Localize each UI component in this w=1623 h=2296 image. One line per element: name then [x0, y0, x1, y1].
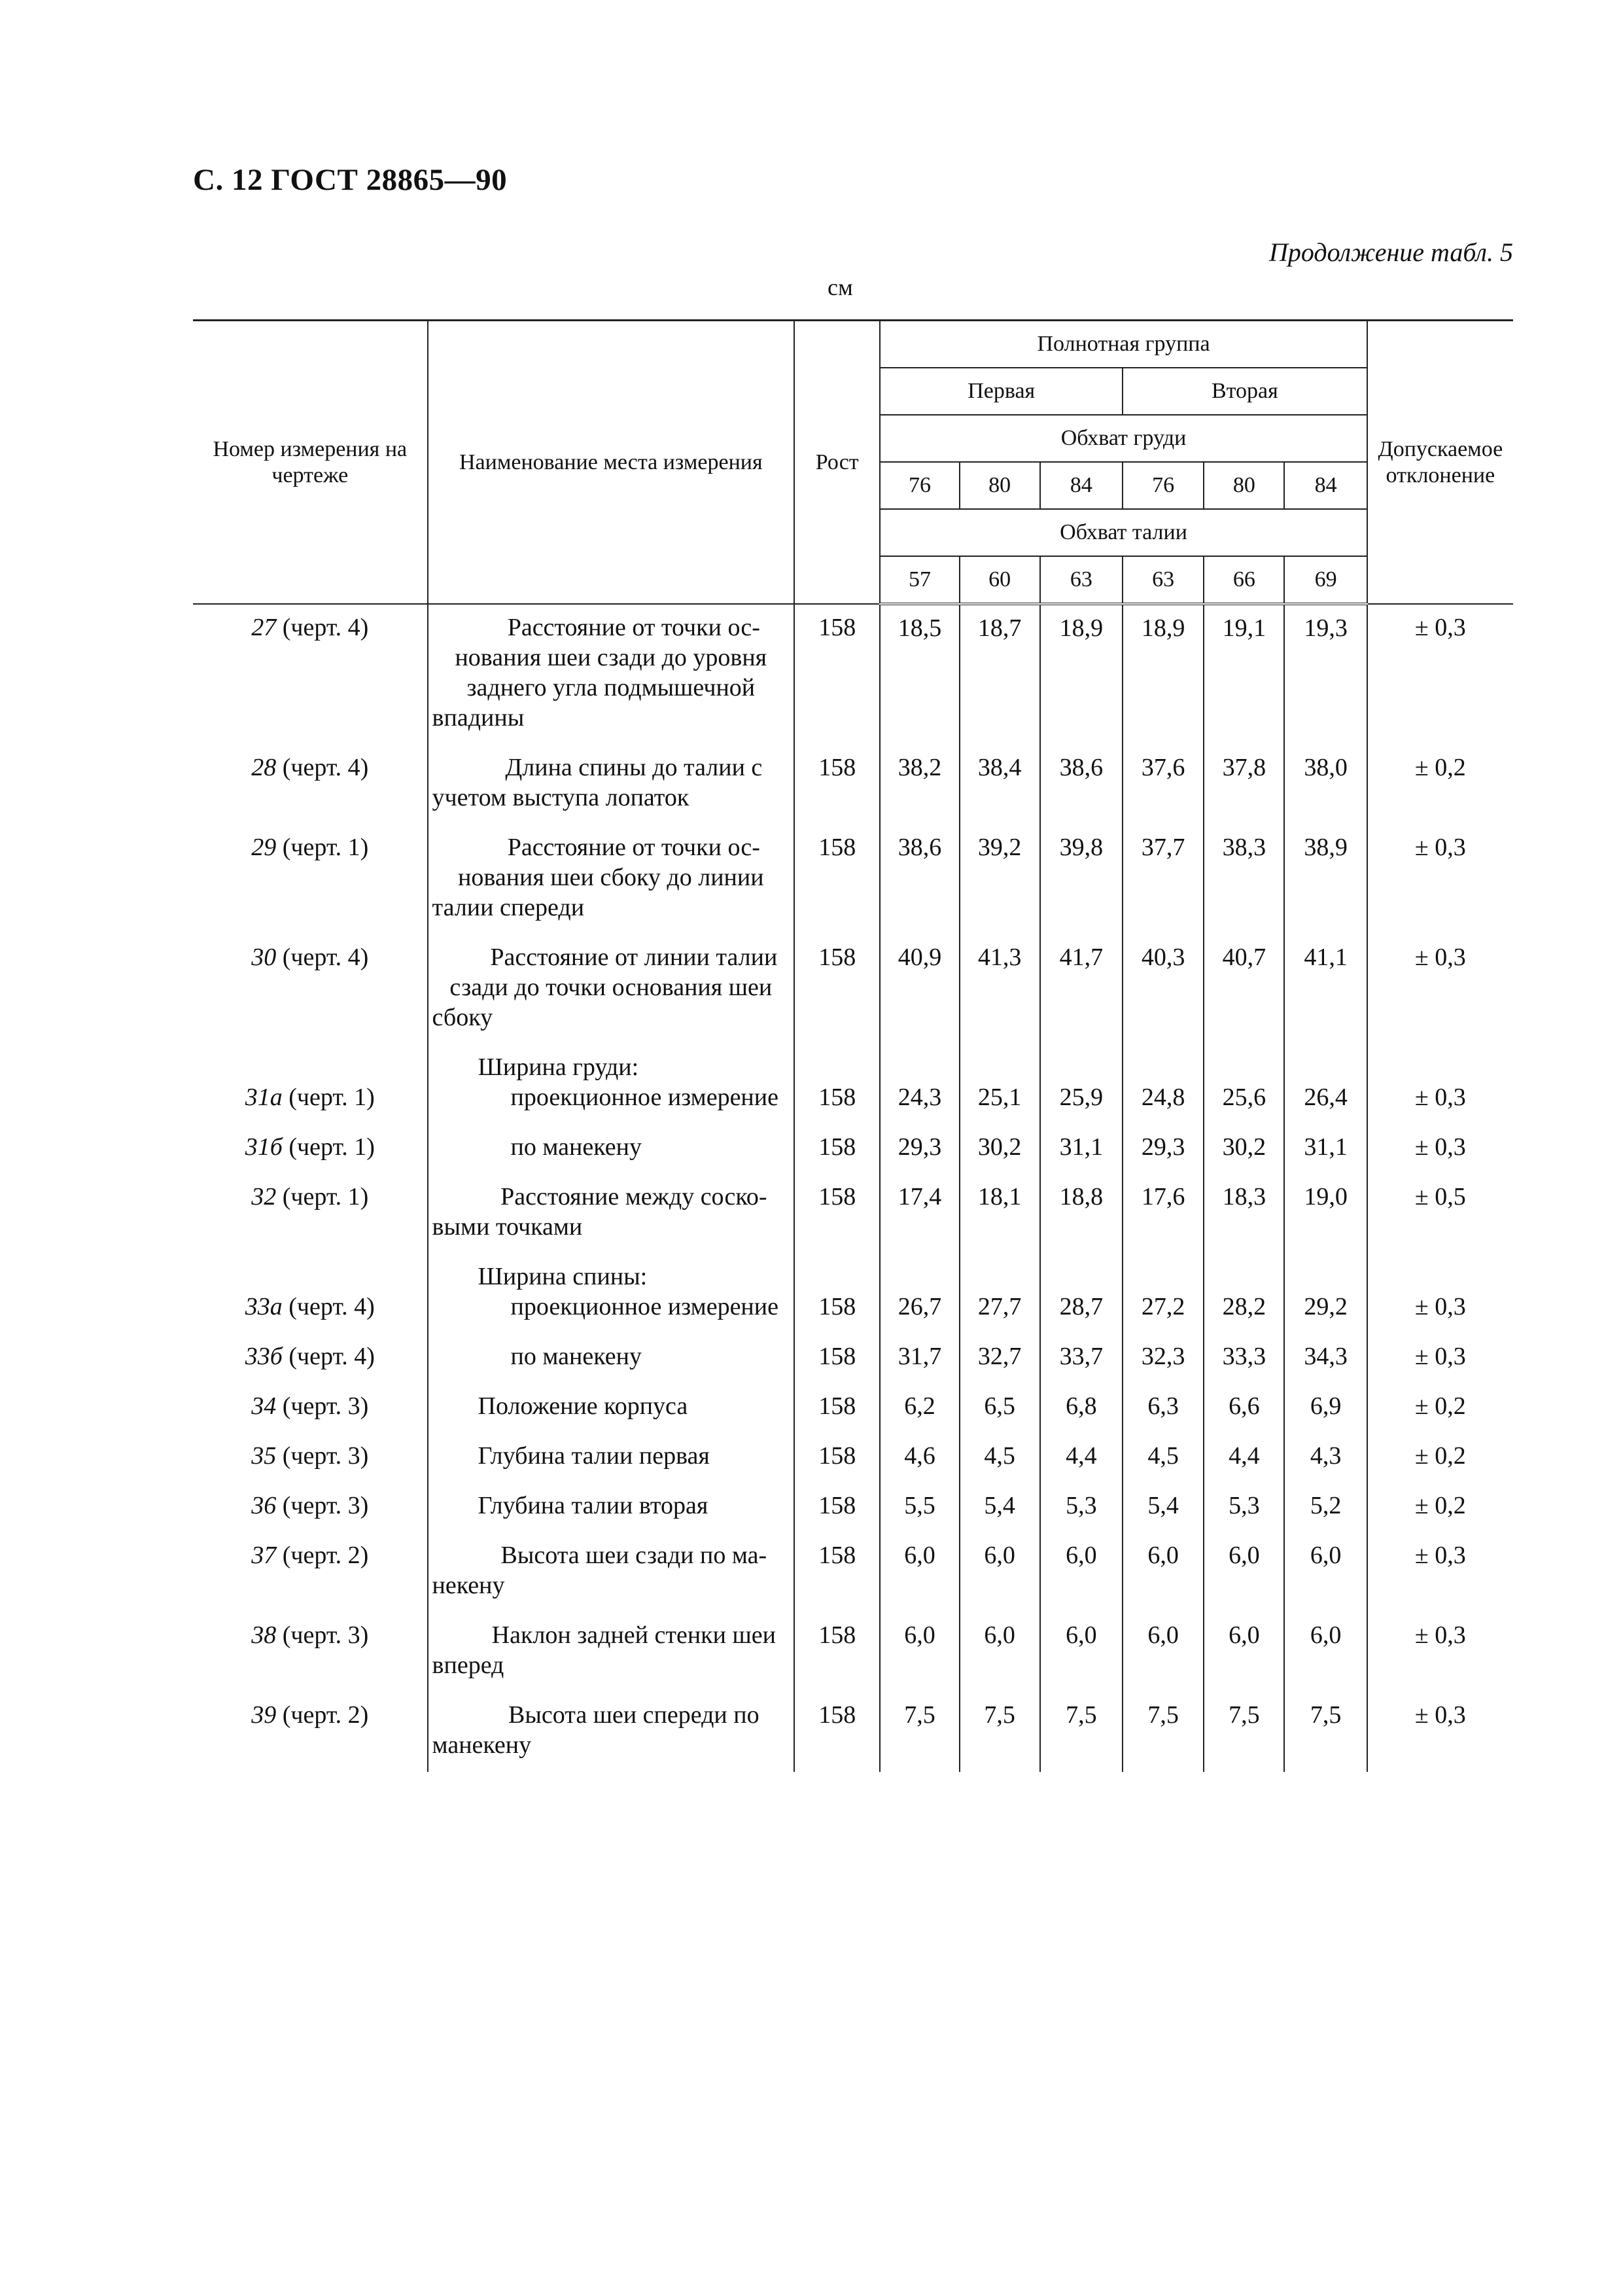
drawing-reference: (черт. 3) — [276, 1442, 369, 1470]
value-cell: 7,5 — [1284, 1692, 1367, 1772]
measurement-number-cell — [193, 1174, 428, 1254]
chest-value-cell: 84 — [1040, 462, 1123, 509]
value-cell: 18,5 — [880, 604, 959, 745]
height-cell: 158 — [794, 604, 880, 745]
tolerance-cell: ± 0,3 — [1367, 1612, 1513, 1692]
table-row — [193, 1433, 1513, 1483]
value-cell: 26,7 — [880, 1254, 959, 1333]
measurement-number: 31б — [245, 1133, 283, 1161]
value-cell: 7,5 — [1204, 1692, 1284, 1772]
measurement-name: Длина спины до талии с учетом выступа лопаток — [432, 754, 763, 811]
measurement-name-cell — [428, 1532, 795, 1612]
value-cell: 32,7 — [960, 1333, 1040, 1383]
value-cell: 19,1 — [1204, 604, 1284, 745]
height-cell: 158 — [794, 1612, 880, 1692]
measurements-table — [193, 319, 1513, 1772]
value-cell: 18,9 — [1040, 604, 1123, 745]
measurement-name: Высота шеи спереди по манекену — [432, 1701, 759, 1759]
measurement-number-cell — [193, 1383, 428, 1433]
table-row — [193, 1383, 1513, 1433]
tolerance-cell: ± 0,3 — [1367, 934, 1513, 1044]
tolerance-cell: ± 0,3 — [1367, 824, 1513, 934]
waist-value-cell: 63 — [1040, 556, 1123, 604]
measurement-number-cell — [193, 1433, 428, 1483]
value-cell: 7,5 — [880, 1692, 959, 1772]
value-cell: 28,2 — [1204, 1254, 1284, 1333]
value-cell: 6,5 — [960, 1383, 1040, 1433]
tolerance-cell: ± 0,3 — [1367, 1044, 1513, 1124]
value-cell: 25,1 — [960, 1044, 1040, 1124]
measurement-name-cell — [428, 1612, 795, 1692]
measurement-number-cell — [193, 1532, 428, 1612]
value-cell: 24,8 — [1123, 1044, 1204, 1124]
value-cell: 6,0 — [1284, 1532, 1367, 1612]
value-cell: 5,2 — [1284, 1483, 1367, 1532]
header-group-second: Вторая — [1123, 368, 1367, 415]
tolerance-cell: ± 0,5 — [1367, 1174, 1513, 1254]
tolerance-cell: ± 0,3 — [1367, 1254, 1513, 1333]
drawing-reference: (черт. 1) — [276, 1183, 369, 1210]
value-cell: 34,3 — [1284, 1333, 1367, 1383]
measurement-name-cell — [428, 934, 795, 1044]
measurement-name-cell — [428, 604, 795, 745]
table-row — [193, 1483, 1513, 1532]
drawing-reference: (черт. 4) — [282, 1293, 375, 1320]
measurement-name: Положение корпуса — [478, 1392, 688, 1420]
measurement-number-cell — [193, 824, 428, 934]
height-cell: 158 — [794, 1044, 880, 1124]
value-cell: 31,1 — [1040, 1124, 1123, 1174]
measurement-number: 38 — [251, 1621, 277, 1649]
value-cell: 38,0 — [1284, 745, 1367, 824]
value-cell: 29,2 — [1284, 1254, 1367, 1333]
header-waist: Обхват талии — [880, 509, 1367, 556]
measurement-name: Расстояние от линии талии сзади до точки основания шеи сбоку — [432, 944, 778, 1031]
measurement-name: проекционное измерение — [510, 1293, 778, 1320]
value-cell: 29,3 — [1123, 1124, 1204, 1174]
table-row — [193, 745, 1513, 824]
value-cell: 4,4 — [1040, 1433, 1123, 1483]
measurement-name-cell — [428, 1174, 795, 1254]
value-cell: 41,3 — [960, 934, 1040, 1044]
measurement-name: Расстояние между сосковыми точками — [432, 1183, 767, 1241]
height-cell: 158 — [794, 1692, 880, 1772]
table-row — [193, 604, 1513, 745]
measurement-name: Глубина талии вторая — [478, 1492, 708, 1519]
table-row — [193, 1612, 1513, 1692]
value-cell: 7,5 — [960, 1692, 1040, 1772]
value-cell: 6,2 — [880, 1383, 959, 1433]
value-cell: 38,4 — [960, 745, 1040, 824]
table-row — [193, 934, 1513, 1044]
value-cell: 6,6 — [1204, 1383, 1284, 1433]
measurement-number: 28 — [251, 754, 277, 781]
value-cell: 33,3 — [1204, 1333, 1284, 1383]
value-cell: 27,7 — [960, 1254, 1040, 1333]
measurement-name-cell — [428, 1483, 795, 1532]
waist-value-cell: 63 — [1123, 556, 1204, 604]
measurement-name-cell — [428, 1254, 795, 1333]
value-cell: 39,2 — [960, 824, 1040, 934]
value-cell: 17,4 — [880, 1174, 959, 1254]
drawing-reference: (черт. 3) — [276, 1392, 369, 1420]
tolerance-cell: ± 0,3 — [1367, 1333, 1513, 1383]
measurement-number: 31а — [245, 1084, 283, 1111]
value-cell: 6,8 — [1040, 1383, 1123, 1433]
value-cell: 6,0 — [1204, 1532, 1284, 1612]
value-cell: 18,8 — [1040, 1174, 1123, 1254]
value-cell: 18,7 — [960, 604, 1040, 745]
measurement-number-cell — [193, 1254, 428, 1333]
value-cell: 31,1 — [1284, 1124, 1367, 1174]
table-row — [193, 1333, 1513, 1383]
chest-value-cell: 80 — [1204, 462, 1284, 509]
measurement-name-cell — [428, 1692, 795, 1772]
table-row — [193, 1692, 1513, 1772]
value-cell: 39,8 — [1040, 824, 1123, 934]
measurement-number-cell — [193, 934, 428, 1044]
header-tolerance: Допускаемое отклонение — [1367, 321, 1513, 605]
value-cell: 6,0 — [1123, 1612, 1204, 1692]
tolerance-cell: ± 0,3 — [1367, 604, 1513, 745]
measurement-name-cell — [428, 1124, 795, 1174]
value-cell: 5,3 — [1040, 1483, 1123, 1532]
height-cell: 158 — [794, 1383, 880, 1433]
value-cell: 19,0 — [1284, 1174, 1367, 1254]
value-cell: 28,7 — [1040, 1254, 1123, 1333]
value-cell: 30,2 — [1204, 1124, 1284, 1174]
measurement-number: 33б — [245, 1343, 283, 1370]
tolerance-cell: ± 0,2 — [1367, 745, 1513, 824]
tolerance-cell: ± 0,2 — [1367, 1383, 1513, 1433]
value-cell: 6,0 — [960, 1532, 1040, 1612]
measurement-number-cell — [193, 1692, 428, 1772]
measurement-name: Расстояние от точки основания шеи сзади до уровня заднего угла подмышечной впадины — [432, 614, 767, 732]
measurement-name-cell — [428, 1383, 795, 1433]
value-cell: 18,3 — [1204, 1174, 1284, 1254]
value-cell: 25,9 — [1040, 1044, 1123, 1124]
value-cell: 4,4 — [1204, 1433, 1284, 1483]
value-cell: 5,5 — [880, 1483, 959, 1532]
height-cell: 158 — [794, 745, 880, 824]
chest-value-cell: 80 — [960, 462, 1040, 509]
table-row — [193, 1532, 1513, 1612]
value-cell: 6,0 — [1040, 1612, 1123, 1692]
value-cell: 18,9 — [1123, 604, 1204, 745]
height-cell: 158 — [794, 934, 880, 1044]
waist-value-cell: 66 — [1204, 556, 1284, 604]
measurement-number-cell — [193, 1483, 428, 1532]
measurement-name: Глубина талии первая — [478, 1442, 710, 1470]
measurement-number: 34 — [251, 1392, 277, 1420]
measurement-number-cell — [193, 1044, 428, 1124]
drawing-reference: (черт. 4) — [276, 754, 369, 781]
drawing-reference: (черт. 4) — [282, 1343, 375, 1370]
measurement-name: Расстояние от точки основания шеи сбоку до линии талии спереди — [432, 834, 764, 921]
measurement-group-title: Ширина спины: — [478, 1263, 648, 1290]
value-cell: 6,0 — [1123, 1532, 1204, 1612]
value-cell: 38,2 — [880, 745, 959, 824]
drawing-reference: (черт. 1) — [282, 1133, 375, 1161]
tolerance-cell: ± 0,2 — [1367, 1483, 1513, 1532]
height-cell: 158 — [794, 1174, 880, 1254]
value-cell: 25,6 — [1204, 1044, 1284, 1124]
table-body — [193, 604, 1513, 1772]
value-cell: 32,3 — [1123, 1333, 1204, 1383]
header-height: Рост — [794, 321, 880, 605]
value-cell: 40,7 — [1204, 934, 1284, 1044]
measurement-number: 27 — [251, 614, 277, 641]
value-cell: 30,2 — [960, 1124, 1040, 1174]
measurement-number-cell — [193, 745, 428, 824]
value-cell: 19,3 — [1284, 604, 1367, 745]
drawing-reference: (черт. 4) — [276, 614, 369, 641]
measurement-number: 29 — [251, 834, 277, 861]
value-cell: 5,4 — [1123, 1483, 1204, 1532]
measurement-number-cell — [193, 1333, 428, 1383]
height-cell: 158 — [794, 1124, 880, 1174]
drawing-reference: (черт. 2) — [276, 1701, 369, 1729]
table-row — [193, 1124, 1513, 1174]
waist-value-cell: 57 — [880, 556, 959, 604]
measurement-name: проекционное измерение — [510, 1084, 778, 1111]
drawing-reference: (черт. 4) — [276, 944, 369, 971]
measurement-name-cell — [428, 1044, 795, 1124]
value-cell: 5,4 — [960, 1483, 1040, 1532]
measurement-number: 30 — [251, 944, 277, 971]
page-header: С. 12 ГОСТ 28865—90 — [193, 163, 508, 197]
measurement-number: 36 — [251, 1492, 277, 1519]
value-cell: 6,0 — [880, 1532, 959, 1612]
drawing-reference: (черт. 1) — [276, 834, 369, 861]
value-cell: 31,7 — [880, 1333, 959, 1383]
measurement-name-cell — [428, 1333, 795, 1383]
table-row — [193, 1044, 1513, 1124]
value-cell: 18,1 — [960, 1174, 1040, 1254]
value-cell: 37,6 — [1123, 745, 1204, 824]
value-cell: 41,7 — [1040, 934, 1123, 1044]
value-cell: 6,0 — [960, 1612, 1040, 1692]
measurement-number-cell — [193, 1124, 428, 1174]
height-cell: 158 — [794, 824, 880, 934]
measurement-number: 39 — [251, 1701, 277, 1729]
value-cell: 37,8 — [1204, 745, 1284, 824]
measurement-name-cell — [428, 824, 795, 934]
drawing-reference: (черт. 1) — [282, 1084, 375, 1111]
header-fullness-group: Полнотная группа — [880, 321, 1367, 368]
measurement-name: Высота шеи сзади по манекену — [432, 1542, 767, 1599]
value-cell: 38,6 — [880, 824, 959, 934]
value-cell: 33,7 — [1040, 1333, 1123, 1383]
height-cell: 158 — [794, 1483, 880, 1532]
value-cell: 38,6 — [1040, 745, 1123, 824]
measurement-number-cell — [193, 1612, 428, 1692]
units-label: см — [828, 274, 853, 300]
tolerance-cell: ± 0,3 — [1367, 1692, 1513, 1772]
waist-value-cell: 69 — [1284, 556, 1367, 604]
measurement-number: 33а — [245, 1293, 283, 1320]
measurement-number: 35 — [251, 1442, 277, 1470]
value-cell: 6,0 — [1040, 1532, 1123, 1612]
tolerance-cell: ± 0,3 — [1367, 1124, 1513, 1174]
measurement-number-cell — [193, 604, 428, 745]
waist-value-cell: 60 — [960, 556, 1040, 604]
value-cell: 26,4 — [1284, 1044, 1367, 1124]
height-cell: 158 — [794, 1433, 880, 1483]
measurement-number: 37 — [251, 1542, 277, 1569]
value-cell: 29,3 — [880, 1124, 959, 1174]
header-group-first: Первая — [880, 368, 1123, 415]
measurement-name: по манекену — [510, 1343, 642, 1370]
value-cell: 27,2 — [1123, 1254, 1204, 1333]
drawing-reference: (черт. 3) — [276, 1621, 369, 1649]
value-cell: 4,6 — [880, 1433, 959, 1483]
value-cell: 40,9 — [880, 934, 959, 1044]
header-chest: Обхват груди — [880, 415, 1367, 462]
drawing-reference: (черт. 2) — [276, 1542, 369, 1569]
value-cell: 7,5 — [1123, 1692, 1204, 1772]
value-cell: 6,3 — [1123, 1383, 1204, 1433]
measurement-name-cell — [428, 745, 795, 824]
value-cell: 4,5 — [1123, 1433, 1204, 1483]
value-cell: 40,3 — [1123, 934, 1204, 1044]
value-cell: 17,6 — [1123, 1174, 1204, 1254]
height-cell: 158 — [794, 1254, 880, 1333]
value-cell: 38,9 — [1284, 824, 1367, 934]
height-cell: 158 — [794, 1532, 880, 1612]
header-number: Номер измерения на чертеже — [193, 321, 428, 605]
table-continuation-label: Продолжение табл. 5 — [1268, 238, 1513, 267]
height-cell: 158 — [794, 1333, 880, 1383]
value-cell: 6,9 — [1284, 1383, 1367, 1433]
measurement-number: 32 — [251, 1183, 277, 1210]
chest-value-cell: 84 — [1284, 462, 1367, 509]
value-cell: 38,3 — [1204, 824, 1284, 934]
measurement-group-title: Ширина груди: — [478, 1053, 639, 1081]
value-cell: 7,5 — [1040, 1692, 1123, 1772]
value-cell: 37,7 — [1123, 824, 1204, 934]
measurement-name: Наклон задней стенки шеи вперед — [432, 1621, 776, 1679]
table-row — [193, 1174, 1513, 1254]
value-cell: 6,0 — [1284, 1612, 1367, 1692]
measurement-name-cell — [428, 1433, 795, 1483]
value-cell: 6,0 — [880, 1612, 959, 1692]
value-cell: 4,3 — [1284, 1433, 1367, 1483]
tolerance-cell: ± 0,2 — [1367, 1433, 1513, 1483]
table-row — [193, 1254, 1513, 1333]
value-cell: 24,3 — [880, 1044, 959, 1124]
drawing-reference: (черт. 3) — [276, 1492, 369, 1519]
chest-value-cell: 76 — [1123, 462, 1204, 509]
tolerance-cell: ± 0,3 — [1367, 1532, 1513, 1612]
value-cell: 4,5 — [960, 1433, 1040, 1483]
value-cell: 5,3 — [1204, 1483, 1284, 1532]
value-cell: 41,1 — [1284, 934, 1367, 1044]
chest-value-cell: 76 — [880, 462, 959, 509]
value-cell: 6,0 — [1204, 1612, 1284, 1692]
table-row — [193, 824, 1513, 934]
header-name: Наименование места измерения — [428, 321, 795, 605]
measurement-name: по манекену — [510, 1133, 642, 1161]
